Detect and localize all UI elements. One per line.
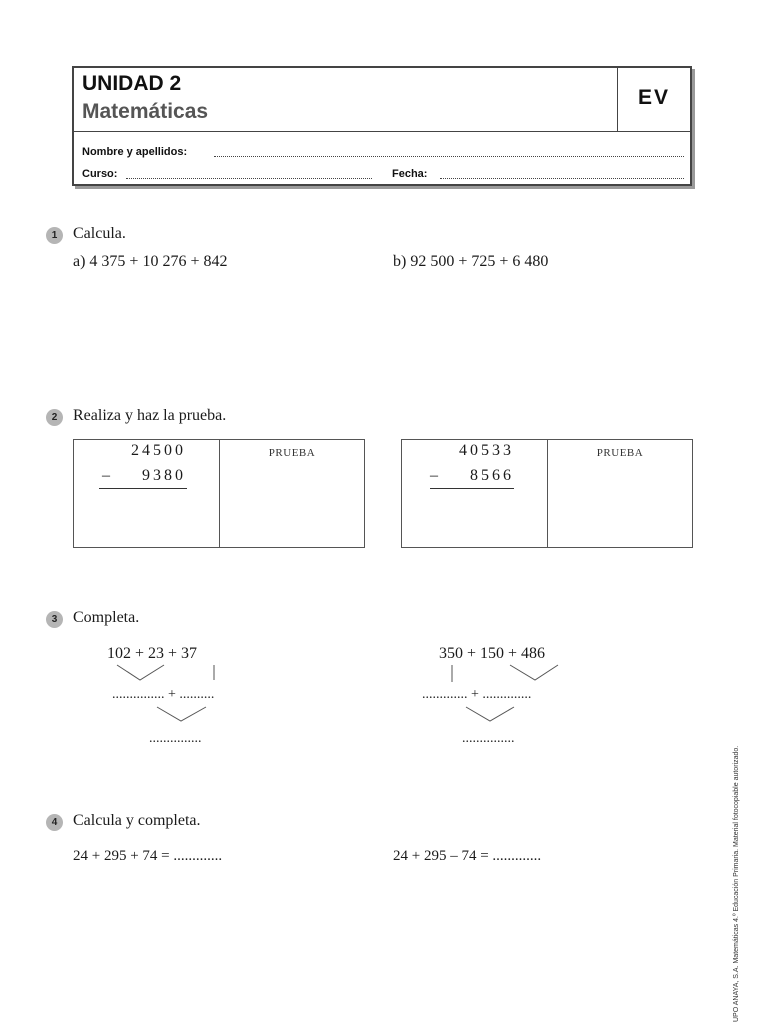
minus-sign: – xyxy=(430,467,441,484)
unit-label: UNIDAD 2 xyxy=(82,72,182,95)
exercise-number-badge: 2 xyxy=(46,409,63,426)
code-label: EV xyxy=(637,86,670,109)
subject-label: Matemáticas xyxy=(82,100,209,123)
right-partial-sum[interactable]: ............. + .............. xyxy=(422,687,532,702)
exercise-4-left[interactable]: 24 + 295 + 74 = ............. xyxy=(73,848,223,864)
exercise-2-instruction: Realiza y haz la prueba. xyxy=(73,407,227,424)
exercise-1-item-a: a) 4 375 + 10 276 + 842 xyxy=(73,253,228,270)
bracket-right-top xyxy=(510,665,558,680)
subtrahend: 9380 xyxy=(142,467,186,484)
prueba-label: PRUEBA xyxy=(268,447,316,459)
exercise-number-badge: 3 xyxy=(46,611,63,628)
left-partial-sum[interactable]: ............... + .......... xyxy=(112,687,215,702)
left-result[interactable]: ............... xyxy=(149,731,202,746)
exercise-4-right[interactable]: 24 + 295 – 74 = ............. xyxy=(393,848,542,864)
bracket-left-bottom xyxy=(157,707,206,721)
bracket-left-top xyxy=(117,665,164,680)
minuend: 24500 xyxy=(131,442,186,459)
left-expression: 102 + 23 + 37 xyxy=(107,645,198,662)
minus-sign: – xyxy=(102,467,113,484)
exercise-number-badge: 4 xyxy=(46,814,63,831)
name-field-label: Nombre y apellidos: xyxy=(82,146,188,158)
right-result[interactable]: ............... xyxy=(462,731,515,746)
exercise-4-instruction: Calcula y completa. xyxy=(73,812,201,829)
exercise-3-instruction: Completa. xyxy=(73,609,140,626)
copyright-side-text: UPO ANAYA, S.A. Matemáticas 4.º Educación Primaria. Material fotocopiable autorizado. xyxy=(733,745,740,1022)
course-field-label: Curso: xyxy=(82,168,118,180)
right-expression: 350 + 150 + 486 xyxy=(439,645,546,662)
date-field-label: Fecha: xyxy=(392,168,428,180)
exercise-number-badge: 1 xyxy=(46,227,63,244)
prueba-label: PRUEBA xyxy=(596,447,644,459)
exercise-1-instruction: Calcula. xyxy=(73,225,126,242)
minuend: 40533 xyxy=(459,442,514,459)
bracket-right-bottom xyxy=(466,707,514,721)
exercise-1-item-b: b) 92 500 + 725 + 6 480 xyxy=(393,253,549,270)
subtrahend: 8566 xyxy=(470,467,514,484)
